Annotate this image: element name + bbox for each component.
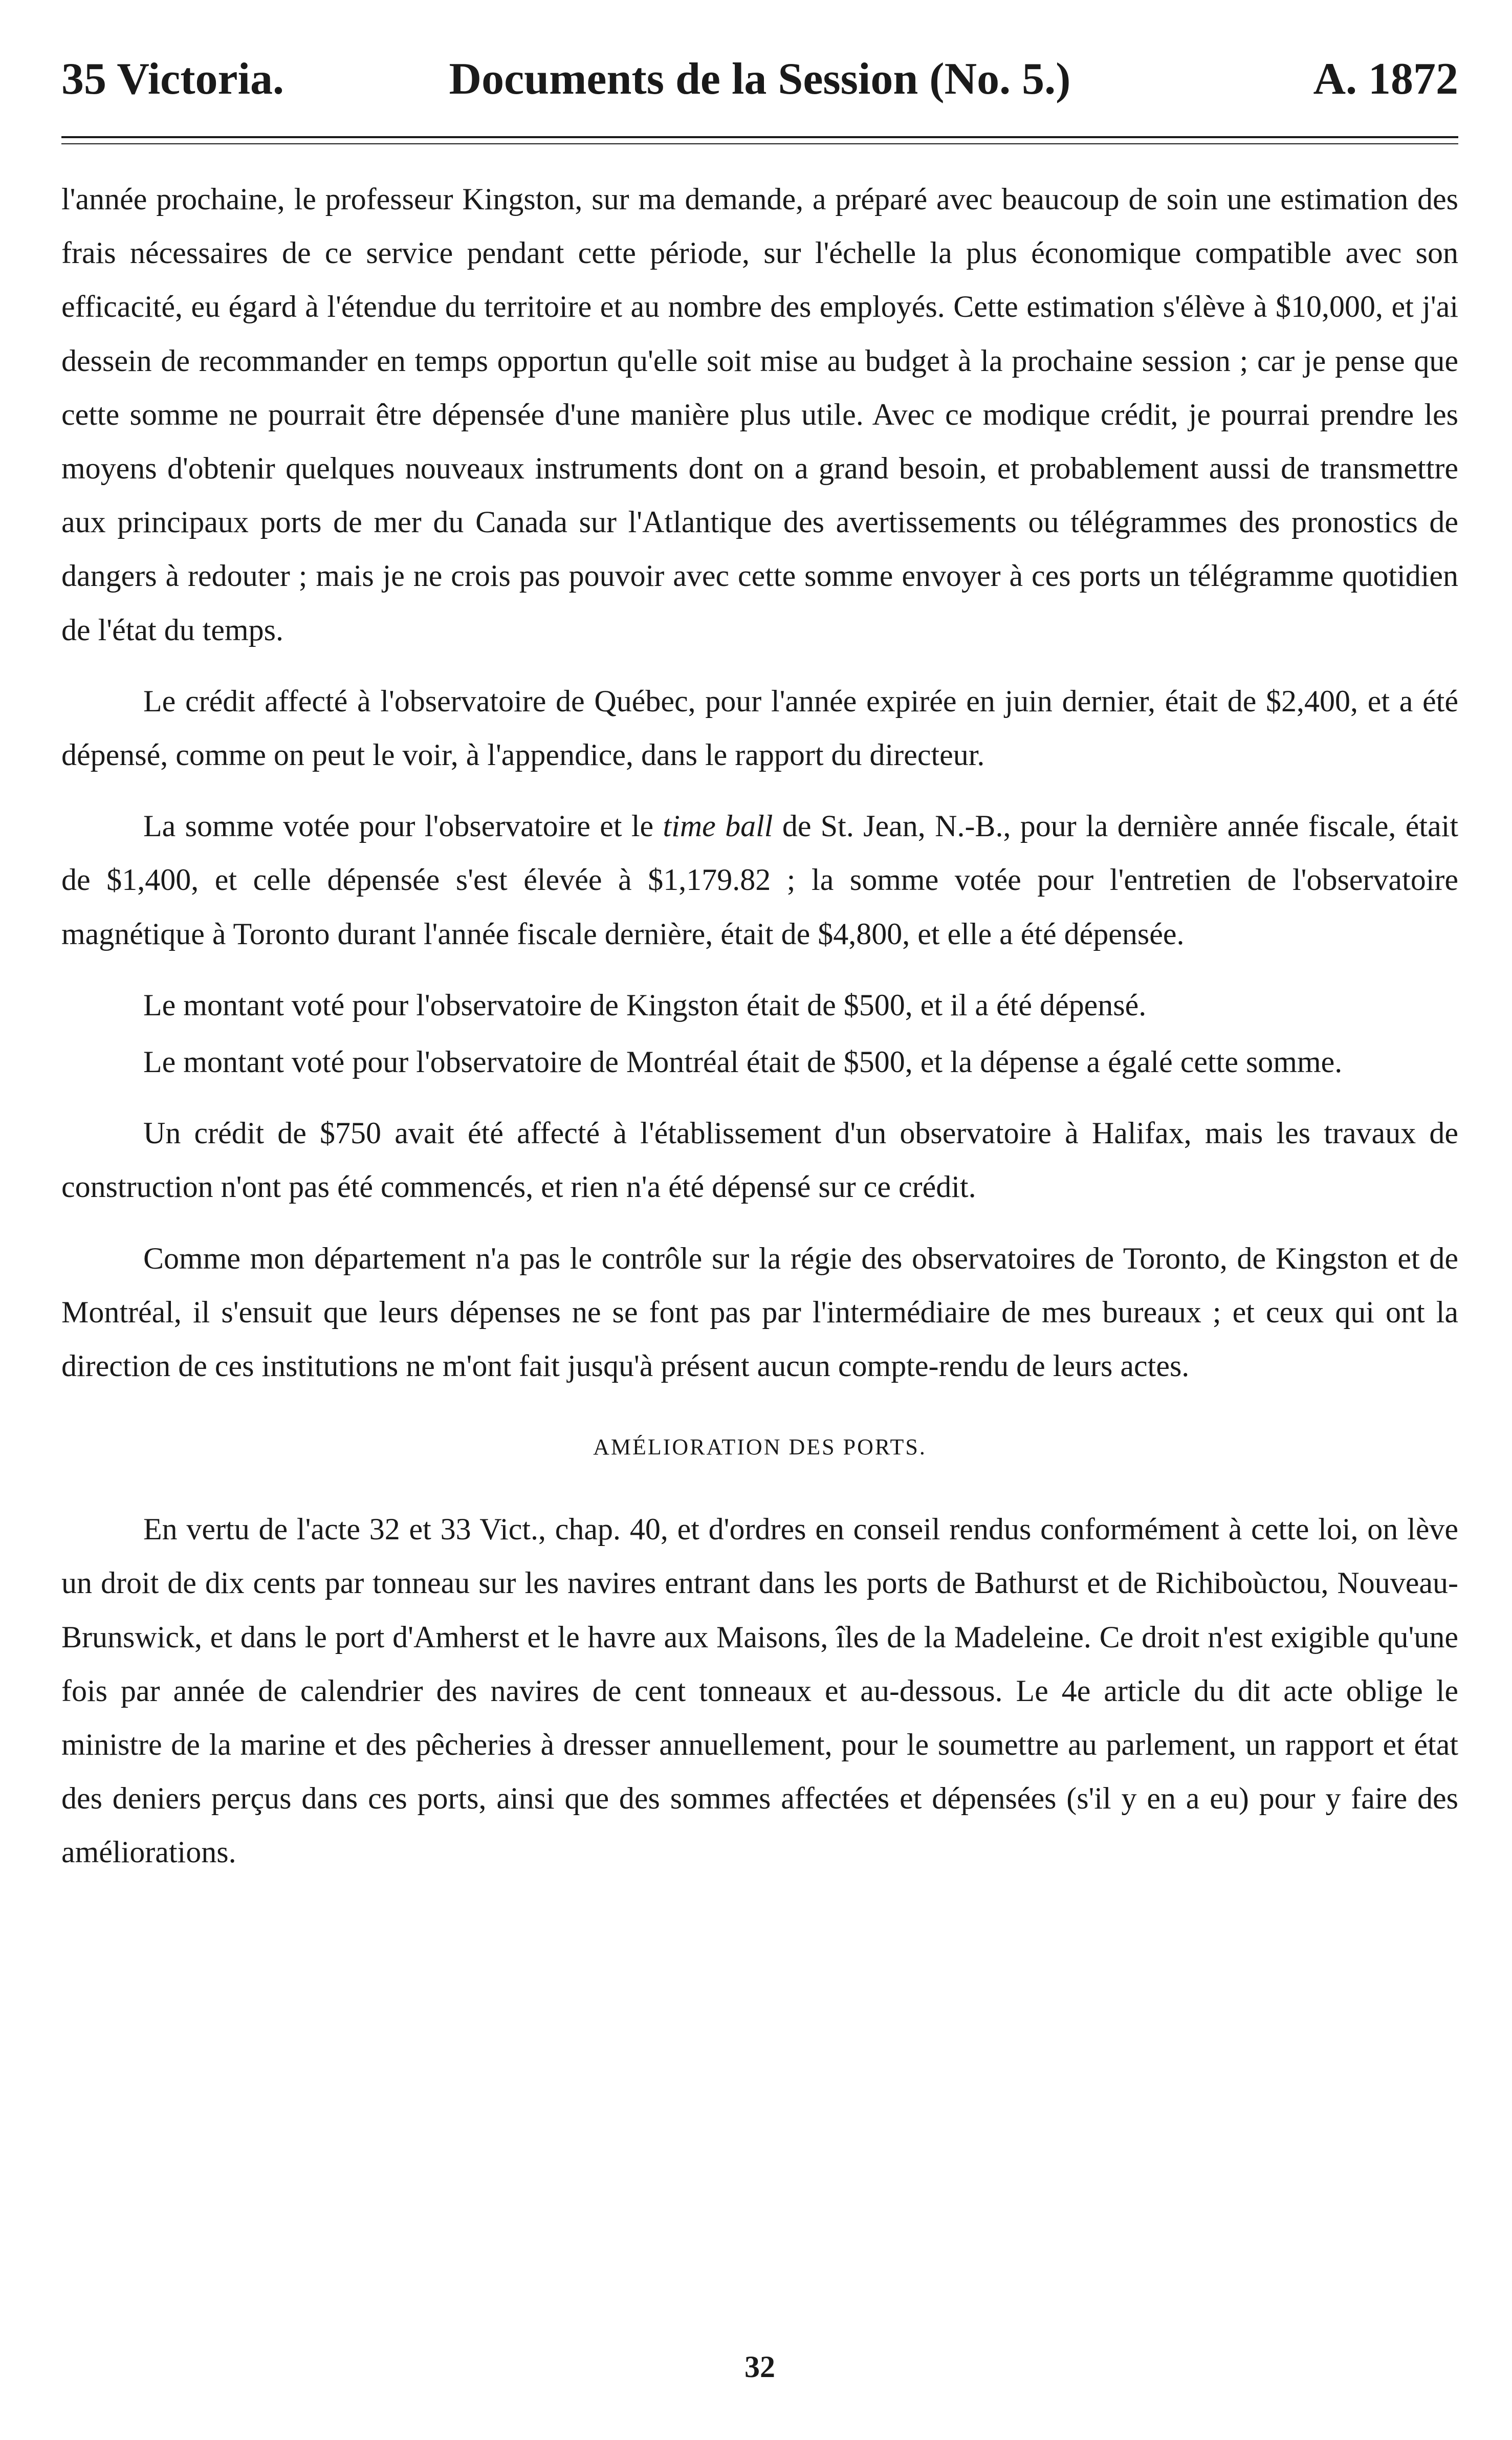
- paragraph-2: Le crédit affecté à l'observatoire de Québec, pour l'année expirée en juin dernier, était de $2,400, et a été dépensé, comme on peut le voir, à l'appendice, dans le rapport du directeur.: [61, 684, 1458, 772]
- header-rule-thin: [61, 143, 1458, 144]
- running-head: [61, 41, 1458, 118]
- header-title: Documents de la Session (No. 5.): [449, 54, 1071, 104]
- paragraph-5: Le montant voté pour l'observatoire de Montréal était de $500, et la dépense a égalé cette somme.: [143, 1045, 1343, 1079]
- paragraph-3-part-2: de St. Jean, N.-B., pour la dernière année fiscale, était de $1,400, et celle dépensée s'est élevée à $1,179.82 ; la somme votée pour l'entretien de l'observatoire magnétique à Toronto durant l'année fiscale dernière, était de $4,800, et elle a été dépensée.: [61, 809, 1458, 951]
- paragraph-1: l'année prochaine, le professeur Kingston, sur ma demande, a préparé avec beaucoup de soin une estimation des frais nécessaires de ce service pendant cette période, sur l'échelle la plus économique compatible avec son efficacité, eu égard à l'étendue du territoire et au nombre des employés. Cette estimation s'élève à $10,000, et j'ai dessein de recommander en temps opportun qu'elle soit mise au budget à la prochaine session ; car je pense que cette somme ne pourrait être dépensée d'une manière plus utile. Avec ce modique crédit, je pourrai prendre les moyens d'obtenir quelques nouveaux instruments dont on a grand besoin, et probablement aussi de transmettre aux principaux ports de mer du Canada sur l'Atlantique des avertissements ou télégrammes des pronostics de dangers à redouter ; mais je ne crois pas pouvoir avec cette somme envoyer à ces ports un télégramme quotidien de l'état du temps.: [61, 182, 1458, 647]
- section-title: AMÉLIORATION DES PORTS.: [593, 1434, 927, 1460]
- paragraph-3: [61, 799, 1458, 961]
- paragraph-4: Le montant voté pour l'observatoire de Kingston était de $500, et il a été dépensé.: [143, 988, 1147, 1022]
- header-rule: [61, 136, 1458, 138]
- document-page: [61, 41, 1458, 2405]
- paragraph-6: Un crédit de $750 avait été affecté à l'établissement d'un observatoire à Halifax, mais les travaux de construction n'ont pas été commencés, et rien n'a été dépensé sur ce crédit.: [61, 1116, 1458, 1204]
- paragraph-7: Comme mon département n'a pas le contrôle sur la régie des observatoires de Toronto, de Kingston et de Montréal, il s'ensuit que leurs dépenses ne se font pas par l'intermédiaire de mes bureaux ; et ceux qui ont la direction de ces institutions ne m'ont fait jusqu'à présent aucun compte-rendu de leurs actes.: [61, 1241, 1458, 1383]
- paragraph-3-part-1: La somme votée pour l'observatoire et le: [143, 809, 663, 843]
- header-volume: 35 Victoria.: [61, 54, 284, 104]
- body-text: [61, 172, 1458, 1880]
- header-year: A. 1872: [1313, 54, 1458, 104]
- page-number: 32: [744, 2350, 775, 2384]
- paragraph-3-italic: time ball: [663, 809, 773, 843]
- section-paragraph-1: En vertu de l'acte 32 et 33 Vict., chap. 40, et d'ordres en conseil rendus conformément à cette loi, on lève un droit de dix cents par tonneau sur les navires entrant dans les ports de Bathurst et de Richiboùctou, Nouveau-Brunswick, et dans le port d'Amherst et le havre aux Maisons, îles de la Madeleine. Ce droit n'est exigible qu'une fois par année de calendrier des navires de cent tonneaux et au-dessous. Le 4e article du dit acte oblige le ministre de la marine et des pêcheries à dresser annuellement, pour le soumettre au parlement, un rapport et état des deniers perçus dans ces ports, ainsi que des sommes affectées et dépensées (s'il y en a eu) pour y faire des améliorations.: [61, 1512, 1458, 1869]
